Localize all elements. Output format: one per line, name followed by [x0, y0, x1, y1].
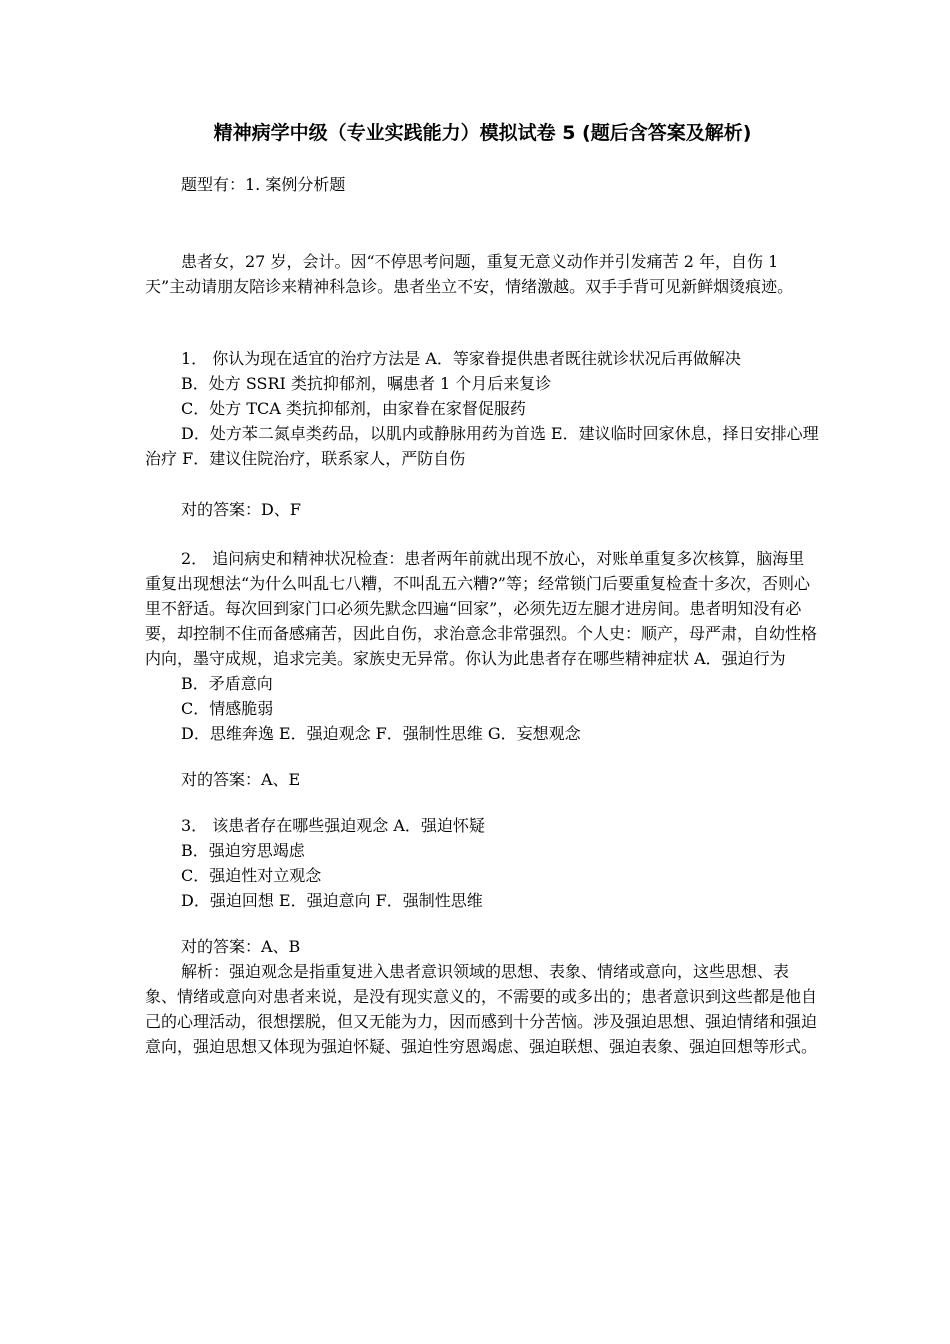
- question-3-analysis: 解析：强迫观念是指重复进入患者意识领域的思想、表象、情绪或意向，这些思想、表象、情绪或意向对患者来说，是没有现实意义的，不需要的或多出的；患者意识到这些都是他自己的心理活动，很想摆脱，但又无能为力，因而感到十分苦恼。涉及强迫思想、强迫情绪和强迫意向，强迫思想又体现为强迫怀疑、强迫性穷恩竭虑、强迫联想、强迫表象、强迫回想等形式。: [145, 962, 818, 1056]
- question-1-option-d: D．处方苯二氮卓类药品，以肌内或静脉用药为首选 E．建议临时回家休息，择日安排心理治疗 F．建议住院治疗，联系家人，严防自伤: [145, 424, 819, 468]
- case-description: 患者女，27 岁，会计。因“不停思考问题，重复无意义动作并引发痛苦 2 年，自伤 1 天”主动请朋友陪诊来精神科急诊。患者坐立不安，情绪激越。双手手背可见新鲜烟烫痕迹。: [145, 252, 794, 296]
- question-3-option-b: B．强迫穷思竭虑: [181, 841, 305, 860]
- question-1-option-b: B．处方 SSRI 类抗抑郁剂，嘱患者 1 个月后来复诊: [181, 374, 552, 393]
- question-2-option-b: B．矛盾意向: [181, 674, 273, 693]
- question-2-answer: 对的答案：A、E: [181, 770, 301, 789]
- question-2-option-c: C．情感脆弱: [181, 699, 274, 718]
- question-1-stem: 1． 你认为现在适宜的治疗方法是 A．等家眷提供患者既往就诊状况后再做解决: [181, 349, 741, 368]
- question-3-option-d: D．强迫回想 E．强迫意向 F．强制性思维: [181, 891, 483, 910]
- question-3-option-c: C．强迫性对立观念: [181, 866, 322, 885]
- question-3-stem: 3． 该患者存在哪些强迫观念 A．强迫怀疑: [181, 816, 485, 835]
- question-1-option-c: C．处方 TCA 类抗抑郁剂，由家眷在家督促服药: [181, 399, 526, 418]
- question-3-answer: 对的答案：A、B: [181, 937, 301, 956]
- question-2-option-d: D．思维奔逸 E．强迫观念 F．强制性思维 G．妄想观念: [181, 724, 581, 743]
- question-2-stem: 2． 追问病史和精神状况检查：患者两年前就出现不放心，对账单重复多次核算，脑海里重复出现想法“为什么叫乱七八糟，不叫乱五六糟?”等；经常锁门后要重复检查十多次，否则心里不舒适。每次回到家门口必须先默念四遍“回家”，必须先迈左腿才进房间。患者明知没有必要，却控制不住而备感痛苦，因此自伤，求治意念非常强烈。个人史：顺产，母严肃，自幼性格内向，墨守成规，追求完美。家族史无异常。你认为此患者存在哪些精神症状 A．强迫行为: [145, 549, 818, 668]
- document-title: 精神病学中级（专业实践能力）模拟试卷 5 (题后含答案及解析): [213, 122, 752, 144]
- document-page: [145, 118, 820, 1059]
- question-type: 题型有：1. 案例分析题: [181, 175, 346, 194]
- question-1-answer: 对的答案：D、F: [181, 500, 301, 519]
